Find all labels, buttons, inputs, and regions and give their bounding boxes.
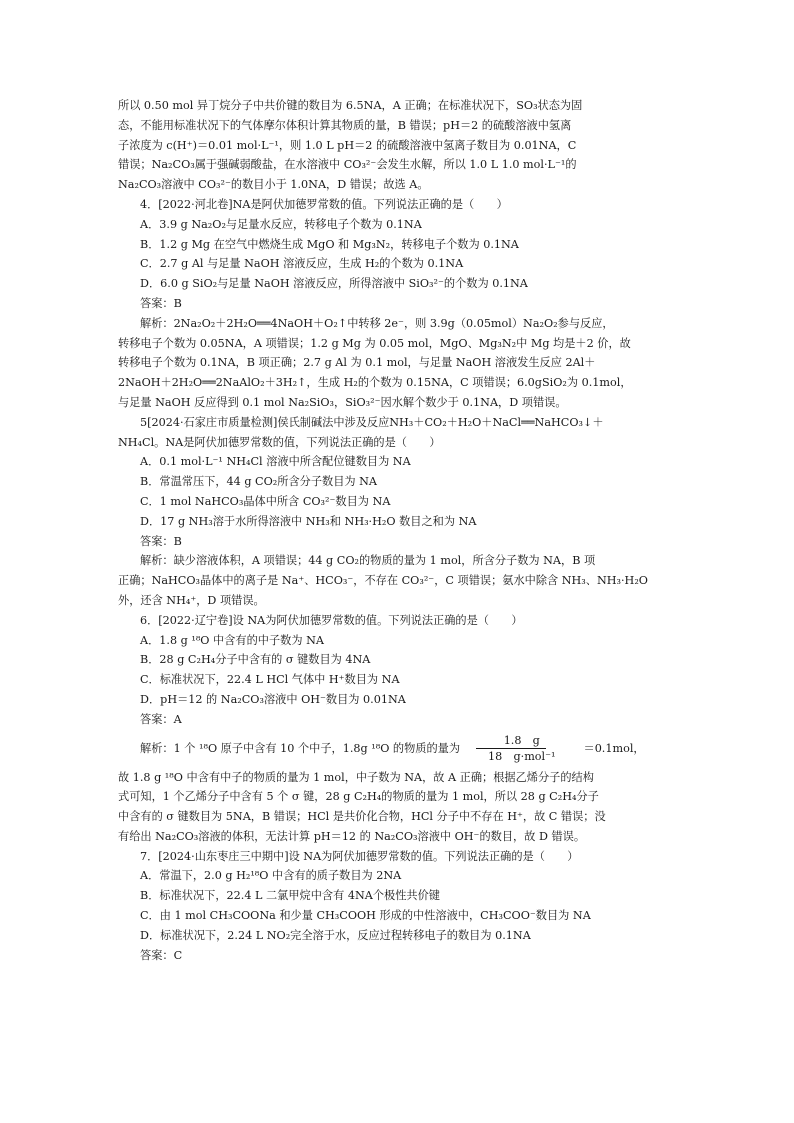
fraction-before-text: 解析：1 个 ¹⁸O 原子中含有 10 个中子，1.8g ¹⁸O 的物质的量为 [140, 741, 461, 755]
text-line: 4．[2022·河北卷]NA是阿伏加德罗常数的值。下列说法正确的是（ ） [140, 197, 508, 211]
text-line: Na₂CO₃溶液中 CO₃²⁻的数目小于 1.0NA，D 错误；故选 A。 [118, 178, 429, 192]
text-line: A．1.8 g ¹⁸O 中含有的中子数为 NA [140, 633, 324, 647]
text-line: B．标准状况下，22.4 L 二氯甲烷中含有 4NA个极性共价键 [140, 889, 440, 903]
text-line: A．常温下，2.0 g H₂¹⁸O 中含有的质子数目为 2NA [140, 869, 402, 883]
text-line: C．标准状况下，22.4 L HCl 气体中 H⁺数目为 NA [140, 673, 400, 687]
fraction-denominator: 18 g·mol⁻¹ [488, 750, 556, 763]
text-line: A．3.9 g Na₂O₂与足量水反应，转移电子个数为 0.1NA [140, 217, 422, 231]
fraction-paragraph-line [118, 730, 678, 768]
text-line: 转移电子个数为 0.1NA，B 项正确；2.7 g Al 为 0.1 mol，与足量 NaOH 溶液发生反应 2Al＋ [118, 356, 596, 370]
text-line: 与足量 NaOH 反应得到 0.1 mol Na₂SiO₃，SiO₃²⁻因水解个数少于 0.1NA，D 项错误。 [118, 395, 567, 409]
text-line: 7．[2024·山东枣庄三中期中]设 NA为阿伏加德罗常数的值。下列说法正确的是（ ） [140, 849, 579, 863]
text-line: B．常温常压下，44 g CO₂所含分子数目为 NA [140, 475, 377, 489]
text-block-top [118, 96, 678, 730]
text-line: D．pH＝12 的 Na₂CO₃溶液中 OH⁻数目为 0.01NA [140, 692, 406, 706]
text-line: 错误；Na₂CO₃属于强碱弱酸盐，在水溶液中 CO₃²⁻会发生水解，所以 1.0 L 1.0 mol·L⁻¹的 [118, 158, 577, 172]
text-line: 解析：缺少溶液体积，A 项错误；44 g CO₂的物质的量为 1 mol，所含分子数为 NA，B 项 [140, 554, 596, 568]
text-line: 5[2024·石家庄市质量检测]侯氏制碱法中涉及反应NH₃＋CO₂＋H₂O＋NaCl══NaHCO₃↓＋ [140, 415, 604, 429]
text-line: 中含有的 σ 键数目为 5NA，B 错误；HCl 是共价化合物，HCl 分子中不存在 H⁺，故 C 错误；没 [118, 810, 606, 824]
text-line: 答案：B [140, 534, 182, 548]
text-line: 有给出 Na₂CO₃溶液的体积，无法计算 pH＝12 的 Na₂CO₃溶液中 OH⁻的数目，故 D 错误。 [118, 829, 586, 843]
text-line: 正确；NaHCO₃晶体中的离子是 Na⁺、HCO₃⁻，不存在 CO₃²⁻，C 项错误；氨水中除含 NH₃、NH₃·H₂O [118, 574, 648, 588]
text-line: D．6.0 g SiO₂与足量 NaOH 溶液反应，所得溶液中 SiO₃²⁻的个数为 0.1NA [140, 277, 528, 291]
text-block-bottom [118, 768, 678, 966]
document-body [118, 96, 678, 965]
fraction [462, 733, 559, 764]
text-line: 式可知，1 个乙烯分子中含有 5 个 σ 键，28 g C₂H₄的物质的量为 1 mol，所以 28 g C₂H₄分子 [118, 790, 599, 804]
text-line: 2NaOH＋2H₂O══2NaAlO₂＋3H₂↑，生成 H₂的个数为 0.15NA，C 项错误；6.0gSiO₂为 0.1mol， [118, 376, 632, 390]
text-line: 6．[2022·辽宁卷]设 NA为阿伏加德罗常数的值。下列说法正确的是（ ） [140, 613, 523, 627]
text-line: C．1 mol NaHCO₃晶体中所含 CO₃²⁻数目为 NA [140, 494, 391, 508]
fraction-numerator: 1.8 g [476, 733, 546, 749]
text-line: 所以 0.50 mol 异丁烷分子中共价键的数目为 6.5NA，A 正确；在标准状况下，SO₃状态为固 [118, 99, 583, 112]
text-line: 答案：C [140, 948, 183, 962]
text-line: 答案：A [140, 712, 182, 726]
text-line: 解析：2Na₂O₂＋2H₂O══4NaOH＋O₂↑中转移 2e⁻，则 3.9g（0.05mol）Na₂O₂参与反应， [140, 316, 614, 330]
text-line: A．0.1 mol·L⁻¹ NH₄Cl 溶液中所含配位键数目为 NA [140, 455, 411, 469]
text-line: 外，还含 NH₄⁺，D 项错误。 [118, 593, 265, 607]
text-line: C．由 1 mol CH₃COONa 和少量 CH₃COOH 形成的中性溶液中，CH₃COO⁻数目为 NA [140, 909, 591, 923]
text-line: 态，不能用标准状况下的气体摩尔体积计算其物质的量，B 错误；pH＝2 的硫酸溶液中氢离 [118, 118, 572, 132]
text-line: 子浓度为 c(H⁺)＝0.01 mol·L⁻¹，则 1.0 L pH＝2 的硫酸溶液中氢离子数目为 0.01NA，C [118, 138, 577, 152]
text-line: 故 1.8 g ¹⁸O 中含有中子的物质的量为 1 mol，中子数为 NA，故 A 正确；根据乙烯分子的结构 [118, 770, 594, 784]
text-line: C．2.7 g Al 与足量 NaOH 溶液反应，生成 H₂的个数为 0.1NA [140, 257, 464, 271]
text-line: B．1.2 g Mg 在空气中燃烧生成 MgO 和 Mg₃N₂，转移电子个数为 0.1NA [140, 237, 519, 251]
text-line: 答案：B [140, 296, 182, 310]
text-line: D．17 g NH₃溶于水所得溶液中 NH₃和 NH₃·H₂O 数目之和为 NA [140, 514, 477, 528]
text-line: B．28 g C₂H₄分子中含有的 σ 键数目为 4NA [140, 653, 371, 667]
fraction-after-text: ＝0.1mol， [583, 741, 645, 755]
text-line: D．标准状况下，2.24 L NO₂完全溶于水，反应过程转移电子的数目为 0.1NA [140, 928, 531, 942]
text-line: NH₄Cl。NA是阿伏加德罗常数的值，下列说法正确的是（ ） [118, 435, 441, 449]
text-line: 转移电子个数为 0.05NA，A 项错误；1.2 g Mg 为 0.05 mol，MgO、Mg₃N₂中 Mg 均是＋2 价，故 [118, 336, 631, 350]
